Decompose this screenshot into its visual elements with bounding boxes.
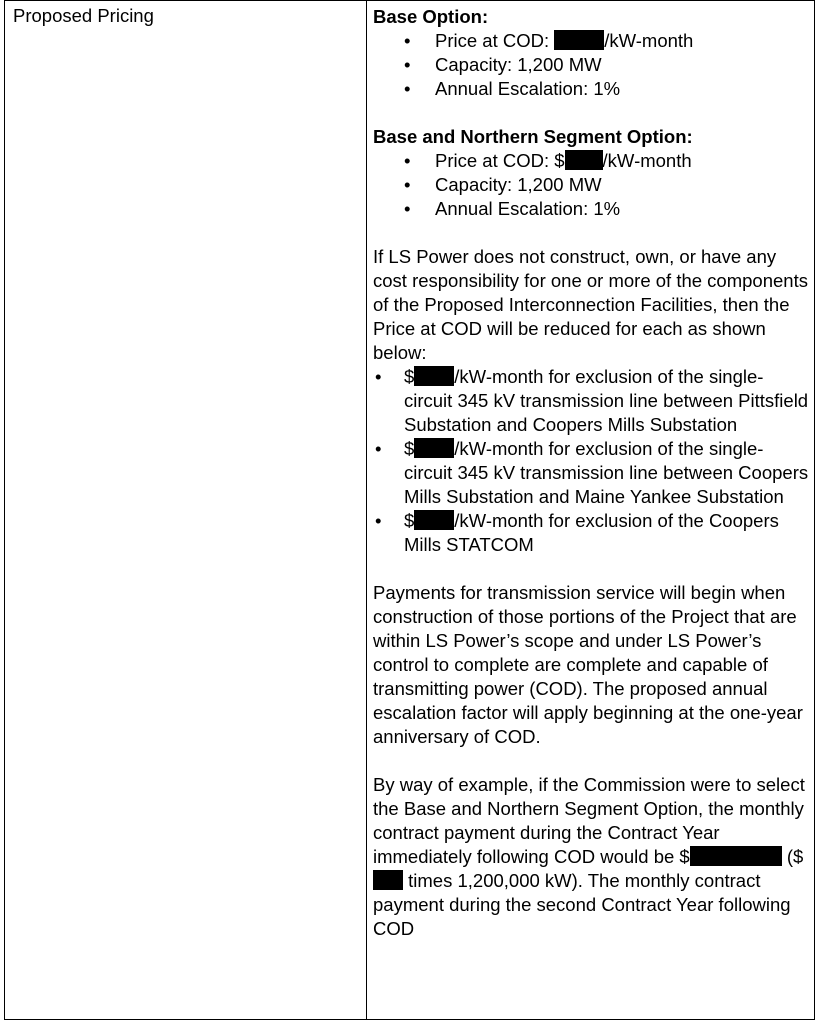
redaction-box [690, 846, 782, 866]
redaction-box [373, 870, 403, 890]
redaction-box [565, 150, 603, 170]
reduction-text: /kW-month for exclusion of the single-circuit 345 kV transmission line between Coopers Mills Substation and Maine Yankee Substation [404, 438, 809, 507]
base-option-heading: Base Option: [373, 6, 489, 27]
column-divider [366, 0, 367, 1019]
example-text: ($ [781, 846, 804, 867]
example-paragraph [373, 773, 811, 941]
reduction-text: /kW-month for exclusion of the single-circuit 345 kV transmission line between Pittsfield Substation and Coopers Mills Substation [404, 366, 809, 435]
northern-option-heading: Base and Northern Segment Option: [373, 126, 693, 147]
table-top-border [5, 0, 814, 1]
reduction-item [373, 509, 811, 557]
redaction-box [414, 510, 454, 530]
base-option-escalation: • Annual Escalation: 1% [373, 77, 811, 101]
base-option-list [373, 29, 811, 101]
northern-option-escalation: • Annual Escalation: 1% [373, 197, 811, 221]
redaction-box [414, 366, 454, 386]
reduction-text: /kW-month for exclusion of the Coopers Mills STATCOM [404, 510, 779, 555]
northern-option-capacity: • Capacity: 1,200 MW [373, 173, 811, 197]
northern-option-price [373, 149, 811, 173]
reduction-intro: If LS Power does not construct, own, or have any cost responsibility for one or more of the components of the Proposed Interconnection Facilities, then the Price at COD will be reduced for each as shown below: [373, 246, 808, 363]
pricing-table [4, 0, 815, 1020]
reduction-prefix: $ [404, 366, 415, 387]
example-text: By way of example, if the Commission were to select the Base and Northern Segment Option, the monthly contract payment during the Contract Year immediately following COD would be $ [373, 774, 805, 867]
northern-option-list [373, 149, 811, 221]
row-label-cell: Proposed Pricing [13, 5, 154, 26]
payments-paragraph: Payments for transmission service will begin when construction of those portions of the Project that are within LS Power’s scope and under LS Power’s control to complete are complete and capable of transmitting power (COD). The proposed annual escalation factor will apply beginning at the one-year anniversary of COD. [373, 582, 803, 747]
reduction-item [373, 365, 811, 437]
price-prefix: Price at COD: [435, 30, 555, 51]
redaction-box [414, 438, 454, 458]
reduction-item [373, 437, 811, 509]
price-suffix: /kW-month [604, 30, 694, 51]
base-option-capacity: • Capacity: 1,200 MW [373, 53, 811, 77]
reduction-prefix: $ [404, 438, 415, 459]
reduction-prefix: $ [404, 510, 415, 531]
redaction-box [554, 30, 604, 50]
price-prefix: Price at COD: $ [435, 150, 565, 171]
base-option-price [373, 29, 811, 53]
reduction-list [373, 365, 811, 557]
price-suffix: /kW-month [602, 150, 692, 171]
row-content-cell [373, 5, 811, 941]
example-text: times 1,200,000 kW). The monthly contract payment during the second Contract Year following COD [373, 870, 791, 939]
